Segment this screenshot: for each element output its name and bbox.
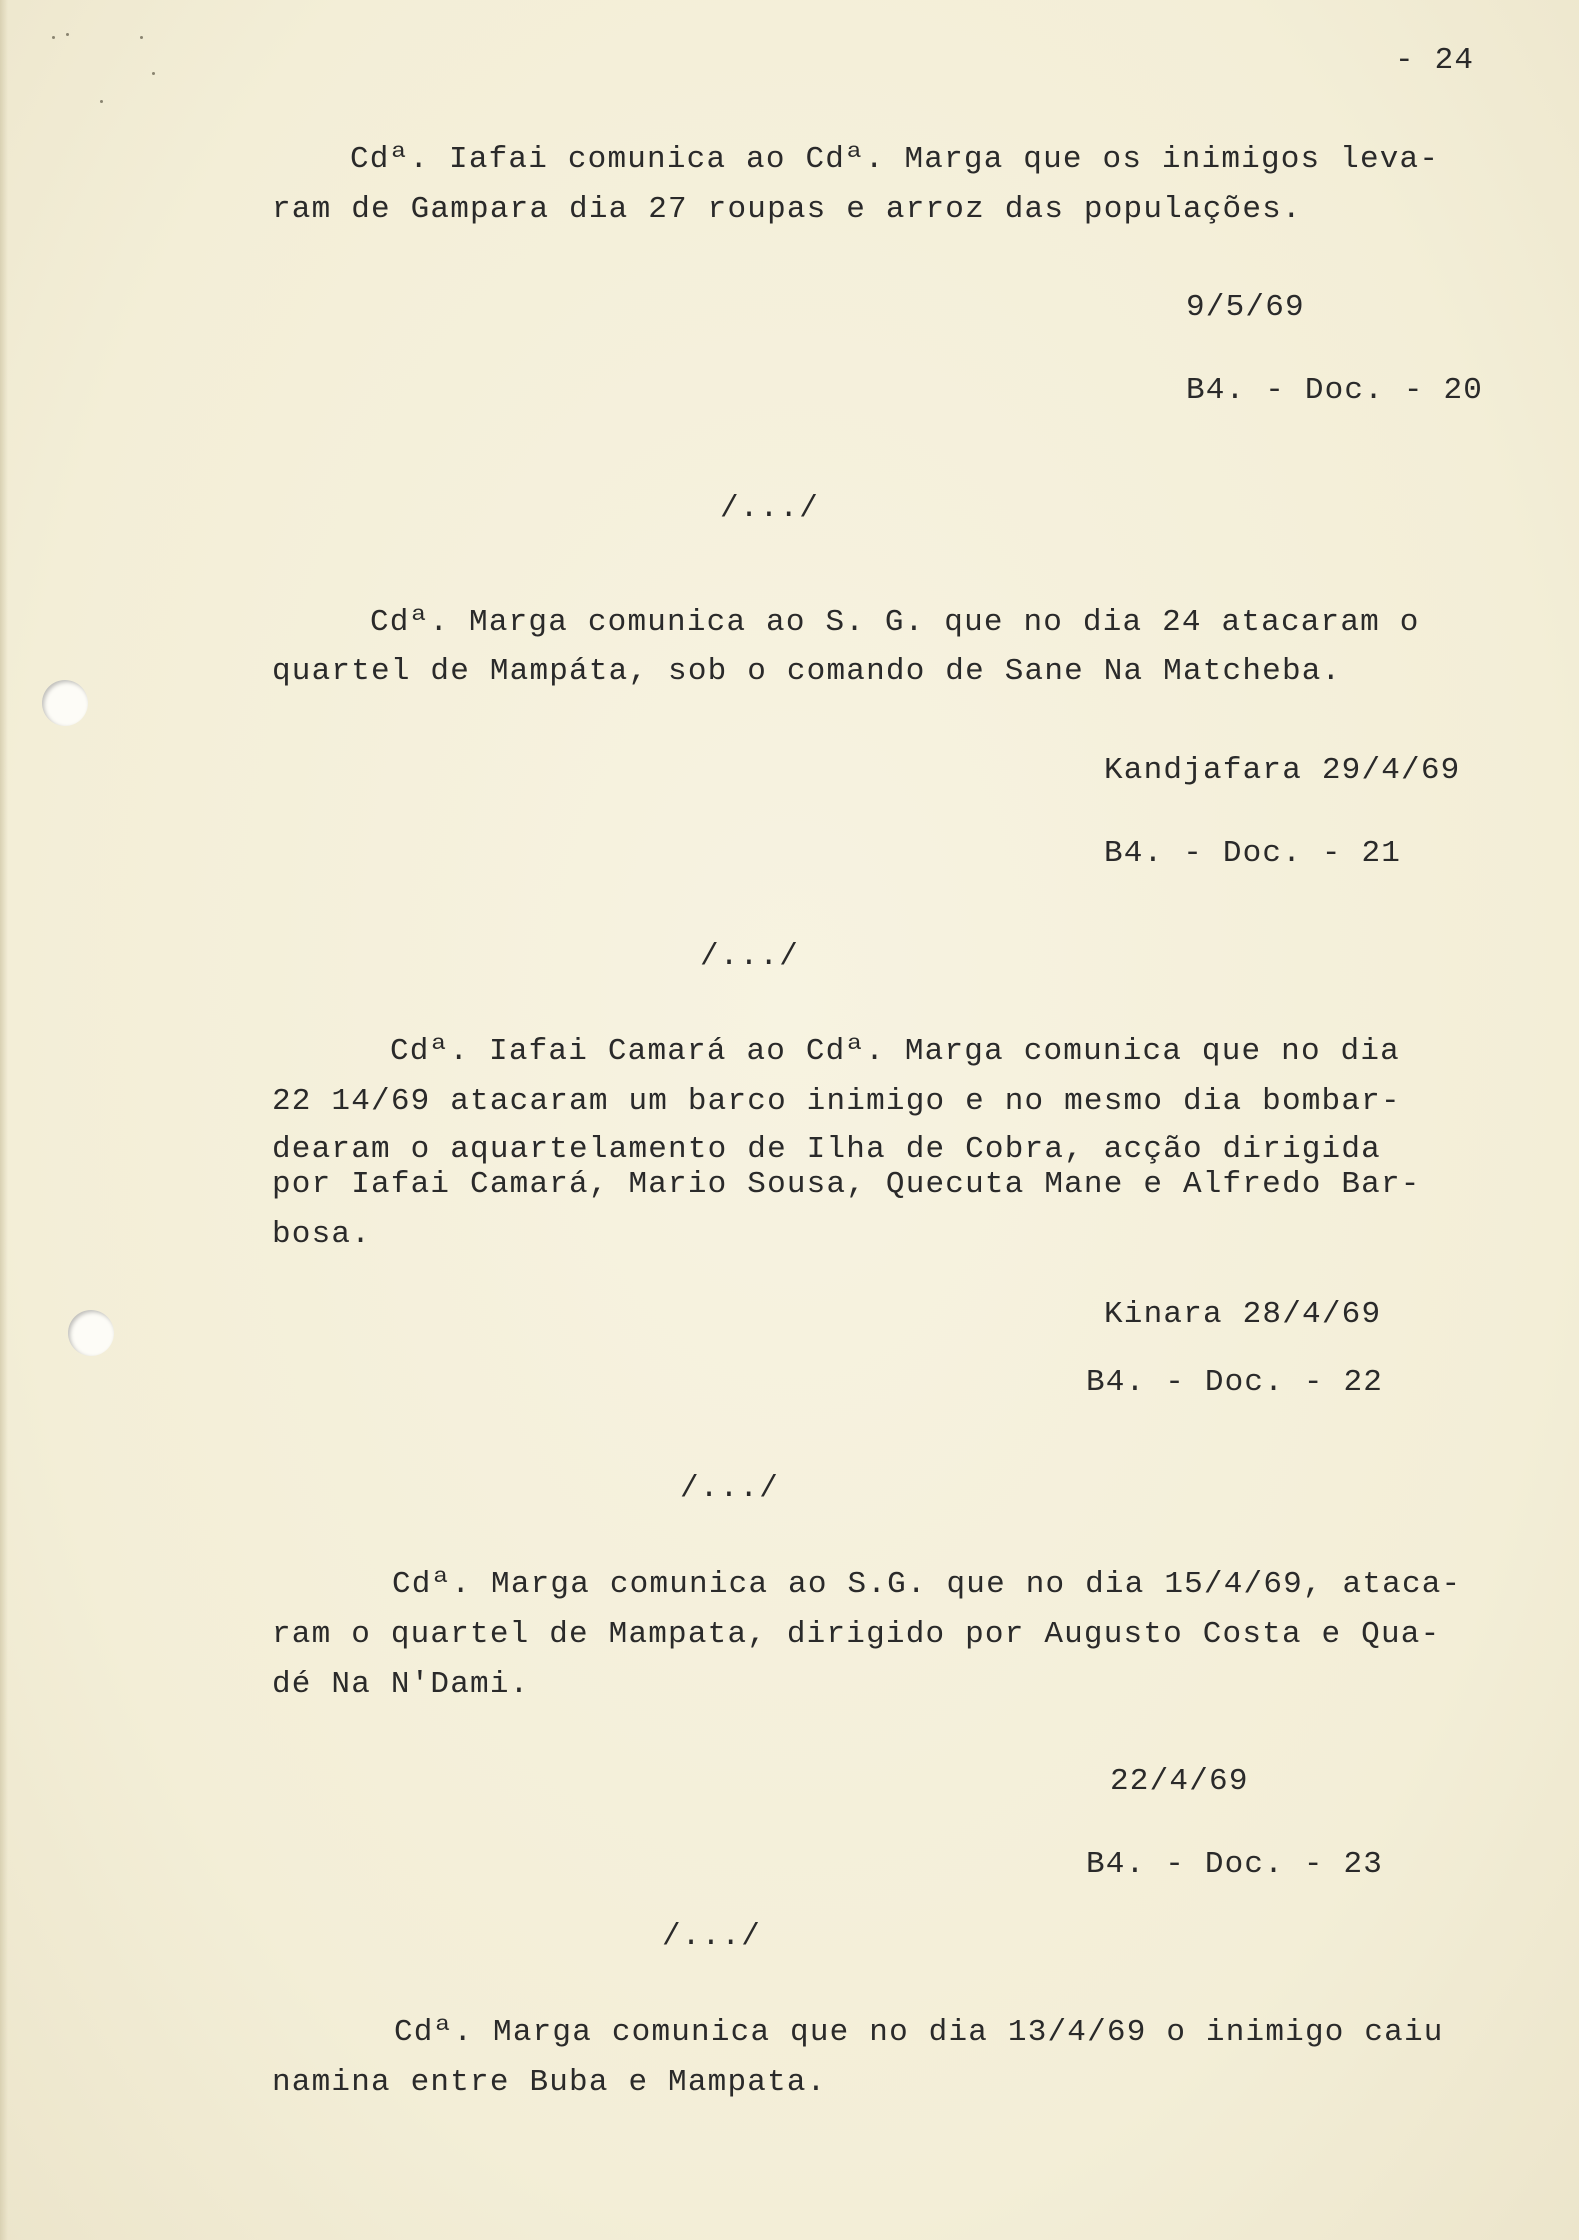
entry-text-line: por Iafai Camará, Mario Sousa, Quecuta Mane e Alfredo Bar- — [272, 1167, 1421, 1202]
page-number: - 24 — [1395, 43, 1475, 78]
entry-text-line: dé Na N'Dami. — [272, 1667, 530, 1702]
entry-place-date: Kinara 28/4/69 — [1104, 1297, 1382, 1332]
entry-reference: B4. - Doc. - 20 — [1186, 373, 1484, 408]
entry-separator: /.../ — [680, 1471, 780, 1506]
punch-hole-top — [42, 680, 88, 726]
paper-speck — [52, 36, 55, 39]
entry-text-line: Cdª. Iafai comunica ao Cdª. Marga que os inimigos leva- — [350, 142, 1440, 177]
entry-separator: /.../ — [720, 491, 820, 526]
entry-separator: /.../ — [700, 939, 800, 974]
entry-reference: B4. - Doc. - 22 — [1086, 1365, 1384, 1400]
entry-text-line: Cdª. Iafai Camará ao Cdª. Marga comunica que no dia — [390, 1034, 1400, 1069]
paper-speck — [66, 33, 69, 36]
entry-text-line: bosa. — [272, 1217, 372, 1252]
entry-text-line: 22 14/69 atacaram um barco inimigo e no mesmo dia bombar- — [272, 1084, 1401, 1119]
entry-separator: /.../ — [662, 1919, 762, 1954]
paper-edge — [0, 0, 8, 2240]
entry-text-line: ram de Gampara dia 27 roupas e arroz das populações. — [272, 192, 1302, 227]
entry-text-line: dearam o aquartelamento de Ilha de Cobra, acção dirigida — [272, 1132, 1381, 1167]
paper-speck — [100, 100, 103, 103]
paper-speck — [140, 36, 143, 39]
entry-text-line: namina entre Buba e Mampata. — [272, 2065, 827, 2100]
entry-reference: B4. - Doc. - 23 — [1086, 1847, 1384, 1882]
punch-hole-bottom — [68, 1310, 114, 1356]
entry-date: 9/5/69 — [1186, 290, 1305, 325]
entry-date: 22/4/69 — [1110, 1764, 1249, 1799]
entry-text-line: Cdª. Marga comunica que no dia 13/4/69 o inimigo caiu — [394, 2015, 1444, 2050]
entry-text-line: Cdª. Marga comunica ao S. G. que no dia 24 atacaram o — [370, 605, 1420, 640]
entry-text-line: ram o quartel de Mampata, dirigido por Augusto Costa e Qua- — [272, 1617, 1441, 1652]
entry-reference: B4. - Doc. - 21 — [1104, 836, 1402, 871]
paper-speck — [152, 72, 155, 75]
entry-text-line: Cdª. Marga comunica ao S.G. que no dia 15/4/69, ataca- — [392, 1567, 1462, 1602]
entry-text-line: quartel de Mampáta, sob o comando de Sane Na Matcheba. — [272, 654, 1342, 689]
entry-place-date: Kandjafara 29/4/69 — [1104, 753, 1461, 788]
